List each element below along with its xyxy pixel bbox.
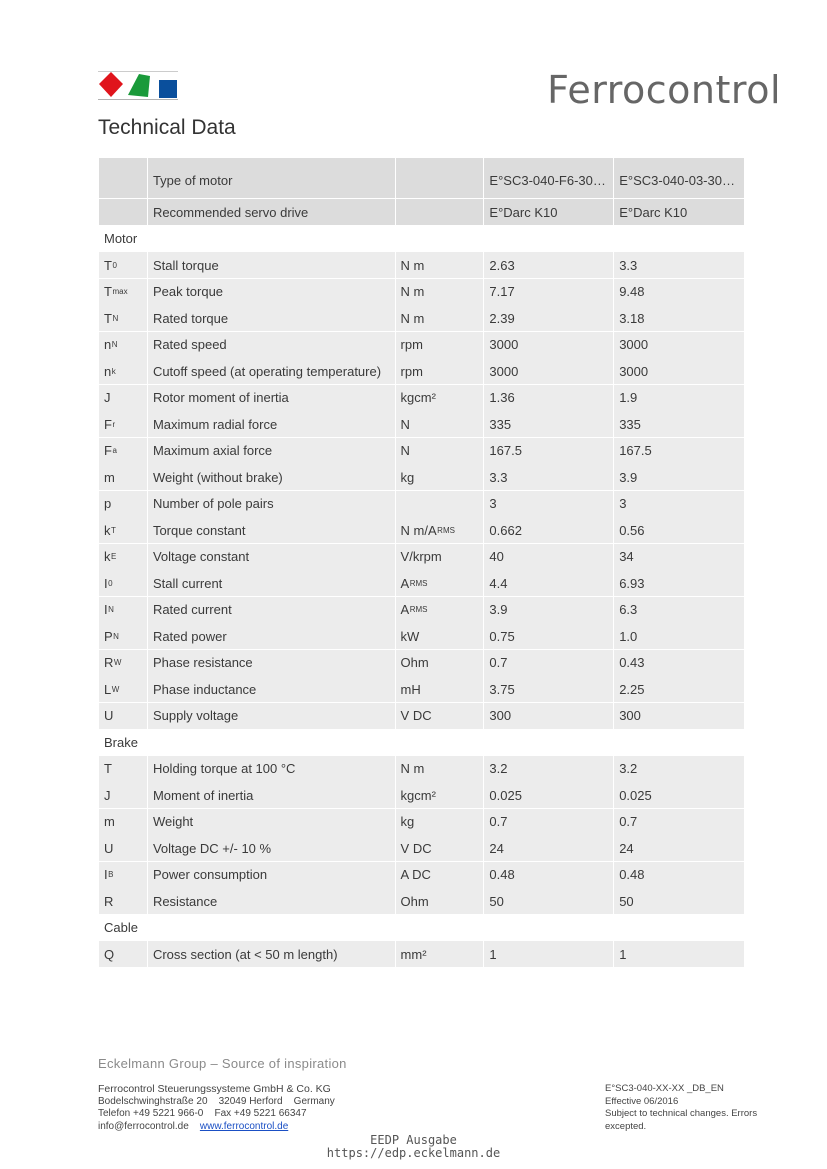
parameter-cell: Moment of inertia [148, 782, 395, 808]
table-row [99, 650, 744, 676]
unit-cell [396, 358, 484, 384]
value-cell-motor-2: 335 [614, 411, 744, 437]
table-row [99, 676, 744, 702]
symbol-main: k [104, 522, 111, 538]
unit-cell [396, 676, 484, 702]
unit-main: kg [400, 814, 415, 829]
value-cell-motor-1: 167.5 [484, 438, 613, 464]
symbol-subscript: N [113, 631, 119, 641]
company-address: Bodelschwinghstraße 20 32049 Herford Germany [98, 1095, 335, 1107]
eedp-url[interactable]: https://edp.eckelmann.de [326, 1146, 501, 1160]
value-cell-motor-1: 3000 [484, 332, 613, 358]
symbol-cell [99, 676, 147, 702]
header-cell: E°SC3-040-F6-30… [484, 158, 613, 198]
value-cell-motor-2: 1.0 [614, 623, 744, 649]
unit-main: rpm [400, 337, 423, 352]
value-cell-motor-2: 1.9 [614, 385, 744, 411]
table-row [99, 385, 744, 411]
symbol-subscript: N [112, 313, 119, 323]
value-cell-motor-1: 3000 [484, 358, 613, 384]
value-cell-motor-2: 0.48 [614, 862, 744, 888]
unit-subscript: RMS [409, 605, 428, 614]
header-cell: E°Darc K10 [484, 199, 613, 225]
company-website-link[interactable]: www.ferrocontrol.de [199, 1120, 289, 1132]
unit-main: mH [400, 681, 421, 697]
value-cell-motor-2: 50 [614, 888, 744, 914]
parameter-cell: Rotor moment of inertia [148, 385, 395, 411]
unit-cell [396, 597, 484, 623]
symbol-main: T [104, 284, 112, 299]
company-contact-links [98, 1121, 335, 1134]
parameter-cell: Voltage constant [148, 544, 395, 570]
symbol-main: U [104, 840, 114, 856]
symbol-cell [99, 252, 147, 278]
unit-main: N m [400, 257, 425, 273]
parameter-cell: Holding torque at 100 °C [148, 756, 395, 782]
symbol-main: m [104, 814, 115, 829]
value-cell-motor-1: 4.4 [484, 570, 613, 596]
company-phone: Telefon +49 5221 966-0 Fax +49 5221 66347 [98, 1108, 307, 1119]
unit-main: A DC [400, 867, 431, 882]
unit-cell [396, 544, 484, 570]
value-cell-motor-2: 2.25 [614, 676, 744, 702]
symbol-main: U [104, 708, 114, 723]
symbol-cell [99, 491, 147, 517]
logo-red-diamond [99, 72, 123, 97]
value-cell-motor-2: 3.9 [614, 464, 744, 490]
symbol-subscript: T [111, 525, 116, 535]
symbol-subscript: N [111, 340, 118, 349]
unit-main: N m [400, 761, 425, 776]
symbol-cell [99, 358, 147, 384]
symbol-main: I [104, 575, 108, 591]
section-row [99, 915, 744, 941]
symbol-main: R [104, 893, 114, 909]
logo-green-diamond [128, 74, 150, 97]
eedp-label: EEDP Ausgabe [370, 1133, 457, 1147]
symbol-cell [99, 650, 147, 676]
value-cell-motor-2: 9.48 [614, 279, 744, 305]
table-row [99, 438, 744, 464]
symbol-main: m [104, 469, 115, 485]
unit-main: A [400, 602, 410, 617]
value-cell-motor-1: 40 [484, 544, 613, 570]
symbol-cell [99, 438, 147, 464]
symbol-subscript: max [112, 287, 128, 296]
value-cell-motor-1: 0.48 [484, 862, 613, 888]
symbol-subscript: W [111, 684, 120, 694]
value-cell-motor-1: 24 [484, 835, 613, 861]
symbol-main: n [104, 337, 112, 352]
parameter-cell: Number of pole pairs [148, 491, 395, 517]
unit-main: rpm [400, 363, 423, 379]
value-cell-motor-2: 300 [614, 703, 744, 729]
symbol-main: J [104, 390, 111, 405]
value-cell-motor-2: 6.93 [614, 570, 744, 596]
symbol-main: p [104, 496, 112, 511]
parameter-cell: Rated current [148, 597, 395, 623]
parameter-cell: Rated power [148, 623, 395, 649]
parameter-cell: Weight (without brake) [148, 464, 395, 490]
effective-date: Effective 06/2016 [605, 1095, 679, 1107]
parameter-cell: Maximum radial force [148, 411, 395, 437]
unit-cell [396, 279, 484, 305]
value-cell-motor-2: 24 [614, 835, 744, 861]
document-id: E°SC3-040-XX-XX _DB_EN [605, 1083, 724, 1094]
value-cell-motor-2: 1 [614, 941, 744, 967]
symbol-main: P [104, 628, 113, 644]
symbol-subscript: k [111, 366, 116, 376]
table-row [99, 305, 744, 331]
disclaimer: Subject to technical changes. Errors excepted. [605, 1108, 758, 1132]
symbol-main: R [104, 655, 114, 670]
parameter-cell: Peak torque [148, 279, 395, 305]
unit-cell [396, 517, 484, 543]
value-cell-motor-1: 2.39 [484, 305, 613, 331]
unit-main: Ohm [400, 893, 429, 909]
unit-cell [396, 650, 484, 676]
unit-main: V DC [400, 708, 432, 723]
value-cell-motor-1: 2.63 [484, 252, 613, 278]
symbol-main: T [104, 761, 112, 776]
value-cell-motor-2: 3 [614, 491, 744, 517]
value-cell-motor-1: 3.3 [484, 464, 613, 490]
value-cell-motor-1: 0.75 [484, 623, 613, 649]
symbol-subscript: W [113, 658, 122, 667]
header-cell [99, 158, 147, 198]
symbol-main: L [104, 681, 112, 697]
value-cell-motor-2: 3.2 [614, 756, 744, 782]
symbol-cell [99, 941, 147, 967]
technical-data-table [99, 158, 744, 968]
symbol-main: T [104, 257, 112, 273]
value-cell-motor-1: 0.7 [484, 650, 613, 676]
value-cell-motor-1: 3.75 [484, 676, 613, 702]
unit-cell [396, 464, 484, 490]
company-name: Ferrocontrol Steuerungssysteme GmbH & Co. KG [98, 1083, 331, 1095]
table-row [99, 756, 744, 782]
symbol-cell [99, 385, 147, 411]
symbol-cell [99, 756, 147, 782]
unit-main: kgcm² [400, 390, 436, 405]
table-row [99, 464, 744, 490]
symbol-main: n [104, 363, 112, 379]
header-cell: E°Darc K10 [614, 199, 744, 225]
value-cell-motor-1: 3.2 [484, 756, 613, 782]
table-row [99, 809, 744, 835]
unit-main: V DC [400, 840, 432, 856]
value-cell-motor-2: 34 [614, 544, 744, 570]
table-row [99, 252, 744, 278]
symbol-cell [99, 782, 147, 808]
symbol-main: I [104, 602, 108, 617]
value-cell-motor-2: 3.18 [614, 305, 744, 331]
symbol-subscript: 0 [108, 578, 113, 588]
page-title: Technical Data [98, 116, 236, 139]
footer-slogan: Eckelmann Group – Source of inspiration [98, 1056, 347, 1071]
unit-main: kW [400, 628, 420, 644]
symbol-main: k [104, 549, 111, 564]
unit-main: kgcm² [400, 787, 436, 803]
symbol-cell [99, 544, 147, 570]
value-cell-motor-1: 0.025 [484, 782, 613, 808]
unit-cell [396, 835, 484, 861]
unit-main: N [400, 443, 410, 458]
symbol-subscript: a [112, 446, 117, 455]
value-cell-motor-1: 1 [484, 941, 613, 967]
value-cell-motor-1: 3.9 [484, 597, 613, 623]
unit-main: N m/A [400, 522, 437, 538]
parameter-cell: Voltage DC +/- 10 % [148, 835, 395, 861]
value-cell-motor-2: 3000 [614, 332, 744, 358]
table-row [99, 517, 744, 543]
unit-cell [396, 862, 484, 888]
symbol-cell [99, 517, 147, 543]
value-cell-motor-2: 0.7 [614, 809, 744, 835]
unit-cell [396, 809, 484, 835]
table-row [99, 279, 744, 305]
unit-cell [396, 332, 484, 358]
symbol-cell [99, 597, 147, 623]
symbol-subscript: r [112, 419, 116, 429]
table-row [99, 544, 744, 570]
unit-cell [396, 756, 484, 782]
parameter-cell: Torque constant [148, 517, 395, 543]
table-row [99, 703, 744, 729]
symbol-main: F [104, 416, 112, 432]
unit-cell [396, 623, 484, 649]
header-cell: Type of motor [148, 158, 395, 198]
symbol-cell [99, 835, 147, 861]
unit-main: N [400, 416, 410, 432]
symbol-cell [99, 411, 147, 437]
document-info [605, 1083, 765, 1133]
parameter-cell: Weight [148, 809, 395, 835]
parameter-cell: Phase resistance [148, 650, 395, 676]
unit-main: N m [400, 284, 425, 299]
symbol-subscript: E [111, 552, 117, 561]
brand-name: Ferrocontrol [547, 68, 781, 112]
unit-cell [396, 305, 484, 331]
value-cell-motor-1: 300 [484, 703, 613, 729]
parameter-cell: Stall current [148, 570, 395, 596]
unit-subscript: RMS [409, 578, 428, 588]
header-cell [396, 158, 484, 198]
table-row [99, 941, 744, 967]
value-cell-motor-1: 1.36 [484, 385, 613, 411]
company-email[interactable]: info@ferrocontrol.de [98, 1120, 189, 1132]
unit-cell [396, 782, 484, 808]
value-cell-motor-2: 0.56 [614, 517, 744, 543]
header-cell [99, 199, 147, 225]
header-cell [396, 199, 484, 225]
parameter-cell: Cross section (at < 50 m length) [148, 941, 395, 967]
value-cell-motor-2: 0.025 [614, 782, 744, 808]
parameter-cell: Power consumption [148, 862, 395, 888]
symbol-cell [99, 703, 147, 729]
logo-blue-square [159, 80, 177, 98]
unit-cell [396, 252, 484, 278]
parameter-cell: Resistance [148, 888, 395, 914]
symbol-main: J [104, 787, 111, 803]
parameter-cell: Supply voltage [148, 703, 395, 729]
table-row [99, 358, 744, 384]
unit-cell [396, 438, 484, 464]
parameter-cell: Rated speed [148, 332, 395, 358]
unit-cell [396, 888, 484, 914]
footer-contact [98, 1083, 335, 1133]
value-cell-motor-2: 0.43 [614, 650, 744, 676]
symbol-main: F [104, 443, 112, 458]
value-cell-motor-1: 0.662 [484, 517, 613, 543]
symbol-cell [99, 279, 147, 305]
value-cell-motor-2: 3.3 [614, 252, 744, 278]
parameter-cell: Cutoff speed (at operating temperature) [148, 358, 395, 384]
section-row [99, 226, 744, 252]
symbol-main: T [104, 310, 112, 326]
eedp-stamp [0, 1134, 827, 1160]
table-header-row [99, 158, 744, 198]
table-header-row [99, 199, 744, 225]
value-cell-motor-1: 0.7 [484, 809, 613, 835]
symbol-subscript: N [108, 605, 114, 614]
header-cell: E°SC3-040-03-30… [614, 158, 744, 198]
unit-main: A [400, 575, 410, 591]
table-row [99, 782, 744, 808]
parameter-cell: Rated torque [148, 305, 395, 331]
parameter-cell: Phase inductance [148, 676, 395, 702]
value-cell-motor-1: 50 [484, 888, 613, 914]
table-row [99, 888, 744, 914]
section-title: Motor [99, 226, 743, 252]
section-row [99, 729, 744, 755]
parameter-cell: Maximum axial force [148, 438, 395, 464]
value-cell-motor-2: 167.5 [614, 438, 744, 464]
symbol-main: Q [104, 946, 115, 962]
unit-main: kg [400, 469, 415, 485]
section-title: Brake [99, 729, 743, 755]
symbol-subscript: 0 [112, 260, 117, 270]
header-cell: Recommended servo drive [148, 199, 395, 225]
symbol-cell [99, 623, 147, 649]
symbol-cell [99, 464, 147, 490]
unit-cell [396, 570, 484, 596]
table-row [99, 623, 744, 649]
unit-cell [396, 941, 484, 967]
table-row [99, 332, 744, 358]
table-row [99, 862, 744, 888]
table-row [99, 491, 744, 517]
value-cell-motor-1: 335 [484, 411, 613, 437]
symbol-main: I [104, 867, 108, 882]
ferrocontrol-logo [98, 71, 178, 101]
unit-cell [396, 385, 484, 411]
unit-main: V/krpm [400, 549, 442, 564]
symbol-cell [99, 305, 147, 331]
table-row [99, 597, 744, 623]
table-row [99, 835, 744, 861]
value-cell-motor-2: 3000 [614, 358, 744, 384]
value-cell-motor-2: 6.3 [614, 597, 744, 623]
unit-main: N m [400, 310, 425, 326]
unit-main: mm² [400, 946, 427, 962]
table-row [99, 570, 744, 596]
value-cell-motor-1: 7.17 [484, 279, 613, 305]
unit-cell [396, 703, 484, 729]
unit-main: Ohm [400, 655, 429, 670]
symbol-cell [99, 332, 147, 358]
symbol-cell [99, 888, 147, 914]
symbol-cell [99, 862, 147, 888]
parameter-cell: Stall torque [148, 252, 395, 278]
section-title: Cable [99, 915, 743, 941]
symbol-cell [99, 570, 147, 596]
unit-cell [396, 491, 484, 517]
value-cell-motor-1: 3 [484, 491, 613, 517]
unit-subscript: RMS [437, 525, 455, 535]
symbol-subscript: B [108, 870, 114, 879]
symbol-cell [99, 809, 147, 835]
unit-cell [396, 411, 484, 437]
table-row [99, 411, 744, 437]
